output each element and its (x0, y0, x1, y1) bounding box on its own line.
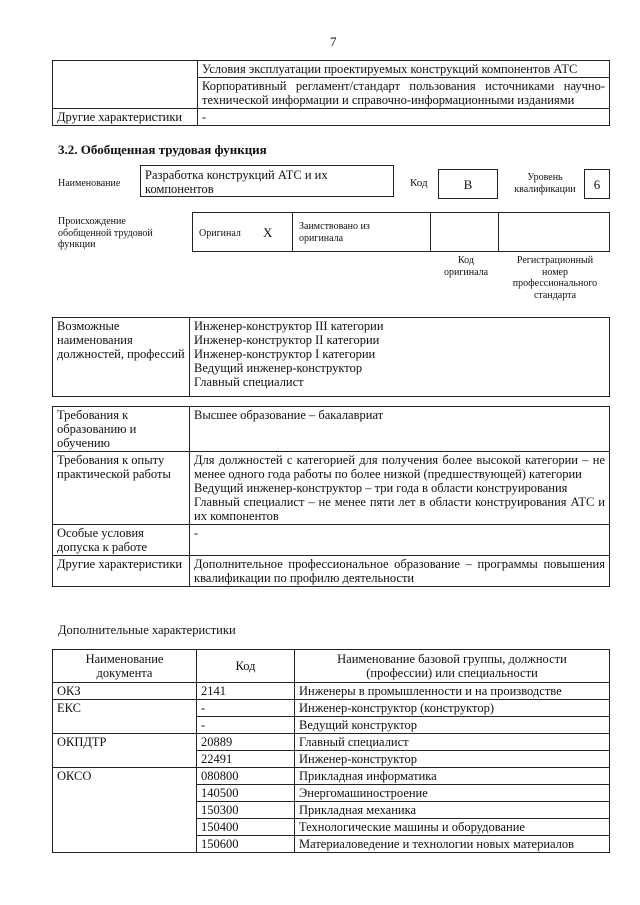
positions-table (52, 317, 610, 397)
code-value: B (463, 177, 473, 192)
top-row-value: Корпоративный регламент/стандарт пользования источниками научно-технической информации и справочно-информационными изданиями (198, 78, 610, 109)
doc-cell: ОКСО (53, 768, 197, 853)
section-heading: 3.2. Обобщенная трудовая функция (58, 142, 267, 157)
special-value: - (190, 525, 610, 556)
header-name: Наименование базовой группы, должности (профессии) или специальности (295, 650, 610, 683)
top-row-label (53, 61, 198, 78)
origin-label: Происхождение обобщенной трудовой функции (58, 216, 153, 250)
name-cell: Энергомашиностроение (295, 785, 610, 802)
origin-reg-box (498, 212, 610, 252)
origin-original-box (192, 212, 293, 252)
special-label: Особые условия допуска к работе (53, 525, 190, 556)
code-cell: 080800 (197, 768, 295, 785)
top-row-value: Условия эксплуатации проектируемых конструкций компонентов АТС (198, 61, 610, 78)
table-row (53, 683, 610, 700)
code-label: Код (410, 177, 428, 189)
level-label: Уровень квалификации (514, 172, 576, 195)
position-item: Ведущий инженер-конструктор (194, 361, 363, 375)
original-mark: X (263, 225, 273, 240)
code-cell: 150400 (197, 819, 295, 836)
code-caption: Код оригинала (443, 255, 489, 278)
position-item: Инженер-конструктор II категории (194, 333, 380, 347)
table-row (53, 109, 610, 126)
additional-heading: Дополнительные характеристики (58, 623, 236, 637)
doc-cell: ОКПДТР (53, 734, 197, 768)
other-label: Другие характеристики (53, 556, 190, 587)
borrowed-label: Заимствовано из оригинала (299, 221, 370, 244)
table-row (53, 734, 610, 751)
table-row (53, 452, 610, 525)
education-label: Требования к образованию и обучению (53, 407, 190, 452)
positions-label: Возможные наименования должностей, профессий (53, 318, 190, 397)
code-cell: - (197, 700, 295, 717)
top-table (52, 60, 610, 126)
additional-table (52, 649, 610, 853)
name-cell: Главный специалист (295, 734, 610, 751)
code-cell: 140500 (197, 785, 295, 802)
requirements-table (52, 406, 610, 587)
original-label: Оригинал (199, 228, 241, 239)
header-code: Код (197, 650, 295, 683)
header-doc: Наименование документа (53, 650, 197, 683)
name-value: Разработка конструкций АТС и их компонентов (145, 168, 328, 196)
name-label: Наименование (58, 178, 121, 189)
name-cell: Ведущий конструктор (295, 717, 610, 734)
origin-code-box (430, 212, 499, 252)
education-value: Высшее образование – бакалавриат (190, 407, 610, 452)
table-row (53, 700, 610, 717)
table-row (53, 318, 610, 397)
code-cell: 150300 (197, 802, 295, 819)
name-cell: Инженеры в промышленности и на производстве (295, 683, 610, 700)
code-cell: 150600 (197, 836, 295, 853)
table-row (53, 407, 610, 452)
doc-cell: ЕКС (53, 700, 197, 734)
top-row-label: Другие характеристики (53, 109, 198, 126)
experience-line: Для должностей с категорией для получения более высокой категории – не менее одного года работы по более низкой (предшествующей) категории (194, 453, 605, 481)
name-cell: Инженер-конструктор (конструктор) (295, 700, 610, 717)
level-value-box (584, 169, 610, 199)
page-number: 7 (330, 34, 337, 49)
experience-line: Главный специалист – не менее пяти лет в области конструирования АТС и их компонентов (194, 495, 605, 523)
other-value: Дополнительное профессиональное образование – программы повышения квалификации по профилю деятельности (190, 556, 610, 587)
position-item: Инженер-конструктор I категории (194, 347, 376, 361)
top-row-value: - (198, 109, 610, 126)
positions-list (190, 318, 610, 397)
table-row (53, 61, 610, 78)
code-cell: 22491 (197, 751, 295, 768)
level-value: 6 (593, 177, 601, 192)
experience-value (190, 452, 610, 525)
name-cell: Материаловедение и технологии новых материалов (295, 836, 610, 853)
position-item: Главный специалист (194, 375, 304, 389)
name-cell: Технологические машины и оборудование (295, 819, 610, 836)
table-row (53, 78, 610, 109)
code-cell: - (197, 717, 295, 734)
origin-borrowed-box (292, 212, 431, 252)
experience-line: Ведущий инженер-конструктор – три года в области конструирования (194, 481, 568, 495)
code-value-box (438, 169, 498, 199)
table-row (53, 525, 610, 556)
top-row-label (53, 78, 198, 109)
name-cell: Прикладная механика (295, 802, 610, 819)
doc-cell: ОКЗ (53, 683, 197, 700)
name-cell: Инженер-конструктор (295, 751, 610, 768)
reg-caption: Регистрационный номер профессионального стандарта (512, 255, 598, 301)
position-item: Инженер-конструктор III категории (194, 319, 384, 333)
name-cell: Прикладная информатика (295, 768, 610, 785)
table-row (53, 768, 610, 785)
code-cell: 2141 (197, 683, 295, 700)
experience-label: Требования к опыту практической работы (53, 452, 190, 525)
name-value-box (140, 165, 394, 197)
table-row (53, 556, 610, 587)
code-cell: 20889 (197, 734, 295, 751)
table-header-row (53, 650, 610, 683)
